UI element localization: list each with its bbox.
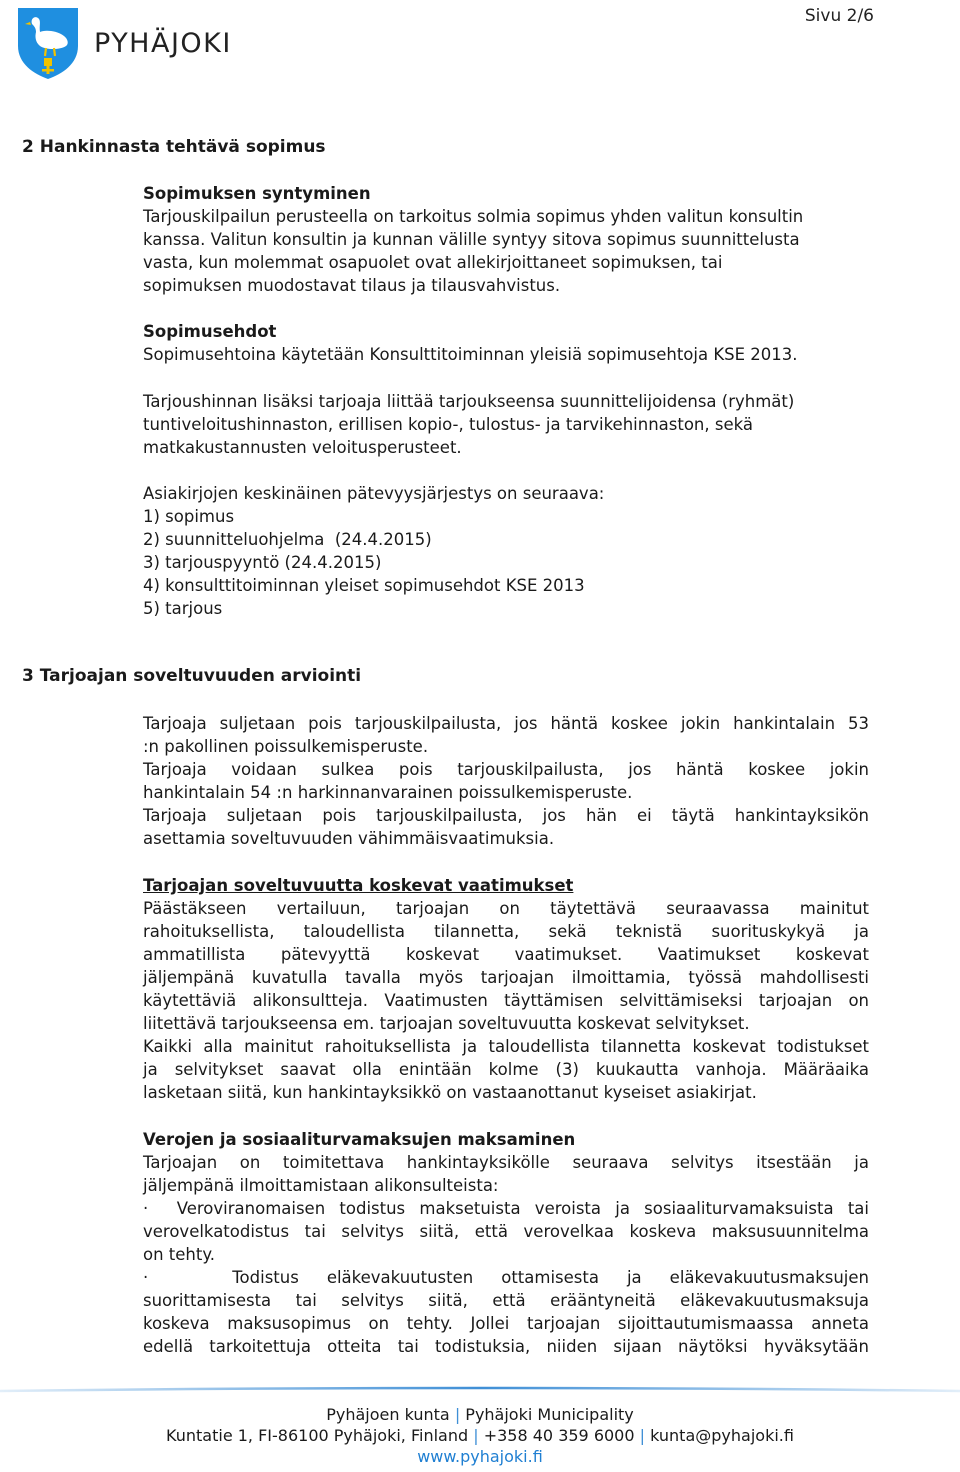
section-2-heading: 2 Hankinnasta tehtävä sopimus	[22, 137, 326, 157]
footer-separator: |	[454, 1405, 461, 1424]
list-item: 5) tarjous	[143, 599, 223, 618]
sopimuksen-syntyminen-block	[143, 182, 869, 297]
text-line: Tarjoushinnan lisäksi tarjoaja liittää tarjoukseensa suunnittelijoidensa (ryhmät)	[143, 392, 795, 411]
text-line: asettamia soveltuvuuden vähimmäisvaatimuksia.	[143, 829, 555, 848]
text-line: · Todistus eläkevakuutusten ottamisesta ja eläkevakuutusmaksujen	[143, 1268, 869, 1287]
org-name: PYHÄJOKI	[94, 27, 232, 59]
text-line: Tarjoaja suljetaan pois tarjouskilpailusta, jos hän ei täytä hankintayksikön	[143, 806, 869, 825]
text-line: on tehty.	[143, 1245, 216, 1264]
text-line: edellä tarkoitettuja otteita tai todistuksia, niiden sijaan näytöksi hyväksytään	[143, 1337, 869, 1356]
text-line: Päästäkseen vertailuun, tarjoajan on täytettävä seuraavassa mainitut	[143, 899, 869, 918]
subheading: Sopimuksen syntyminen	[143, 184, 371, 203]
footer	[0, 1404, 960, 1467]
poissulkeminen-block	[143, 712, 869, 850]
page-number: Sivu 2/6	[804, 6, 874, 26]
footer-email-link[interactable]: kunta@pyhajoki.fi	[650, 1426, 794, 1445]
text-line: Sopimusehtoina käytetään Konsulttitoiminnan yleisiä sopimusehtoja KSE 2013.	[143, 345, 798, 364]
text-line: kanssa. Valitun konsultin ja kunnan välille syntyy sitova sopimus suunnittelusta	[143, 230, 800, 249]
text-line: ja selvitykset saavat olla enintään kolme (3) kuukautta vanhoja. Määräaika	[143, 1060, 869, 1079]
text-line: käytettäviä alikonsultteja. Vaatimusten täyttämisen selvittämiseksi tarjoajan on	[143, 991, 869, 1010]
vaatimukset-block	[143, 874, 869, 1104]
text-line: tuntiveloitushinnaston, erillisen kopio-, tulostus- ja tarvikehinnaston, sekä	[143, 415, 754, 434]
text-line: :n pakollinen poissulkemisperuste.	[143, 737, 429, 756]
section-3-heading: 3 Tarjoajan soveltuvuuden arviointi	[22, 666, 362, 686]
footer-phone: +358 40 359 6000	[483, 1426, 635, 1445]
text-line: verovelkatodistus tai selvitys siitä, että verovelkaa koskeva maksusuunnitelma	[143, 1222, 869, 1241]
text-line: matkakustannusten veloitusperusteet.	[143, 438, 462, 457]
text-line: Tarjoajan on toimitettava hankintayksikölle seuraava selvitys itsestään ja	[143, 1153, 869, 1172]
footer-contact-line	[0, 1425, 960, 1446]
subheading: Tarjoajan soveltuvuutta koskevat vaatimukset	[143, 876, 574, 895]
text-line: Tarjoaja suljetaan pois tarjouskilpailusta, jos häntä koskee jokin hankintalain 53	[143, 714, 869, 733]
subheading: Verojen ja sosiaaliturvamaksujen maksaminen	[143, 1130, 576, 1149]
tarjoushinta-block	[143, 390, 869, 459]
list-item: 3) tarjouspyyntö (24.4.2015)	[143, 553, 382, 572]
asiakirjat-block	[143, 482, 869, 620]
text-line: liitettävä tarjoukseensa em. tarjoajan soveltuvuutta koskevat selvitykset.	[143, 1014, 750, 1033]
text-line: Kaikki alla mainitut rahoituksellista ja taloudellista tilannetta koskevat todistukset	[143, 1037, 869, 1056]
footer-address: Kuntatie 1, FI-86100 Pyhäjoki, Finland	[166, 1426, 469, 1445]
text-line: rahoituksellista, taloudellista tilannetta, sekä teknistä suorituskykyä ja	[143, 922, 869, 941]
text-line: sopimuksen muodostavat tilaus ja tilausvahvistus.	[143, 276, 561, 295]
text-line: suorittamisesta tai selvitys siitä, että erääntyneitä eläkevakuutusmaksuja	[143, 1291, 869, 1310]
footer-website-link[interactable]: www.pyhajoki.fi	[417, 1447, 543, 1466]
footer-separator: |	[473, 1426, 479, 1445]
header-logo	[16, 6, 232, 80]
verot-block	[143, 1128, 869, 1358]
footer-org-en: Pyhäjoki Municipality	[465, 1405, 634, 1424]
text-line: vasta, kun molemmat osapuolet ovat allekirjoittaneet sopimuksen, tai	[143, 253, 723, 272]
list-item: 1) sopimus	[143, 507, 235, 526]
text-line: jäljempänä kuvatulla tavalla myös tarjoajan ilmoittamia, työssä mahdollisesti	[143, 968, 869, 987]
text-line: Tarjoaja voidaan sulkea pois tarjouskilpailusta, jos häntä koskee jokin	[143, 760, 869, 779]
sopimusehdot-block	[143, 320, 869, 366]
text-line: Tarjouskilpailun perusteella on tarkoitus solmia sopimus yhden valitun konsultin	[143, 207, 804, 226]
footer-divider	[0, 1386, 960, 1394]
footer-org-fi: Pyhäjoen kunta	[326, 1405, 450, 1424]
subheading: Sopimusehdot	[143, 322, 277, 341]
list-item: 2) suunnitteluohjelma (24.4.2015)	[143, 530, 432, 549]
list-item: 4) konsulttitoiminnan yleiset sopimusehdot KSE 2013	[143, 576, 585, 595]
footer-separator: |	[639, 1426, 646, 1445]
text-line: jäljempänä ilmoittamistaan alikonsulteista:	[143, 1176, 499, 1195]
text-line: ammatillista pätevyyttä koskevat vaatimukset. Vaatimukset koskevat	[143, 945, 869, 964]
footer-org-line	[0, 1404, 960, 1425]
text-line: koskeva maksusopimus on tehty. Jollei tarjoajan sijoittautumismaassa anneta	[143, 1314, 869, 1333]
text-line: · Veroviranomaisen todistus maksetuista veroista ja sosiaaliturvamaksuista tai	[143, 1199, 869, 1218]
coat-of-arms-icon	[16, 6, 80, 80]
text-line: Asiakirjojen keskinäinen pätevyysjärjestys on seuraava:	[143, 484, 605, 503]
text-line: hankintalain 54 :n harkinnanvarainen poissulkemisperuste.	[143, 783, 633, 802]
text-line: lasketaan siitä, kun hankintayksikkö on vastaanottanut kyseiset asiakirjat.	[143, 1083, 757, 1102]
